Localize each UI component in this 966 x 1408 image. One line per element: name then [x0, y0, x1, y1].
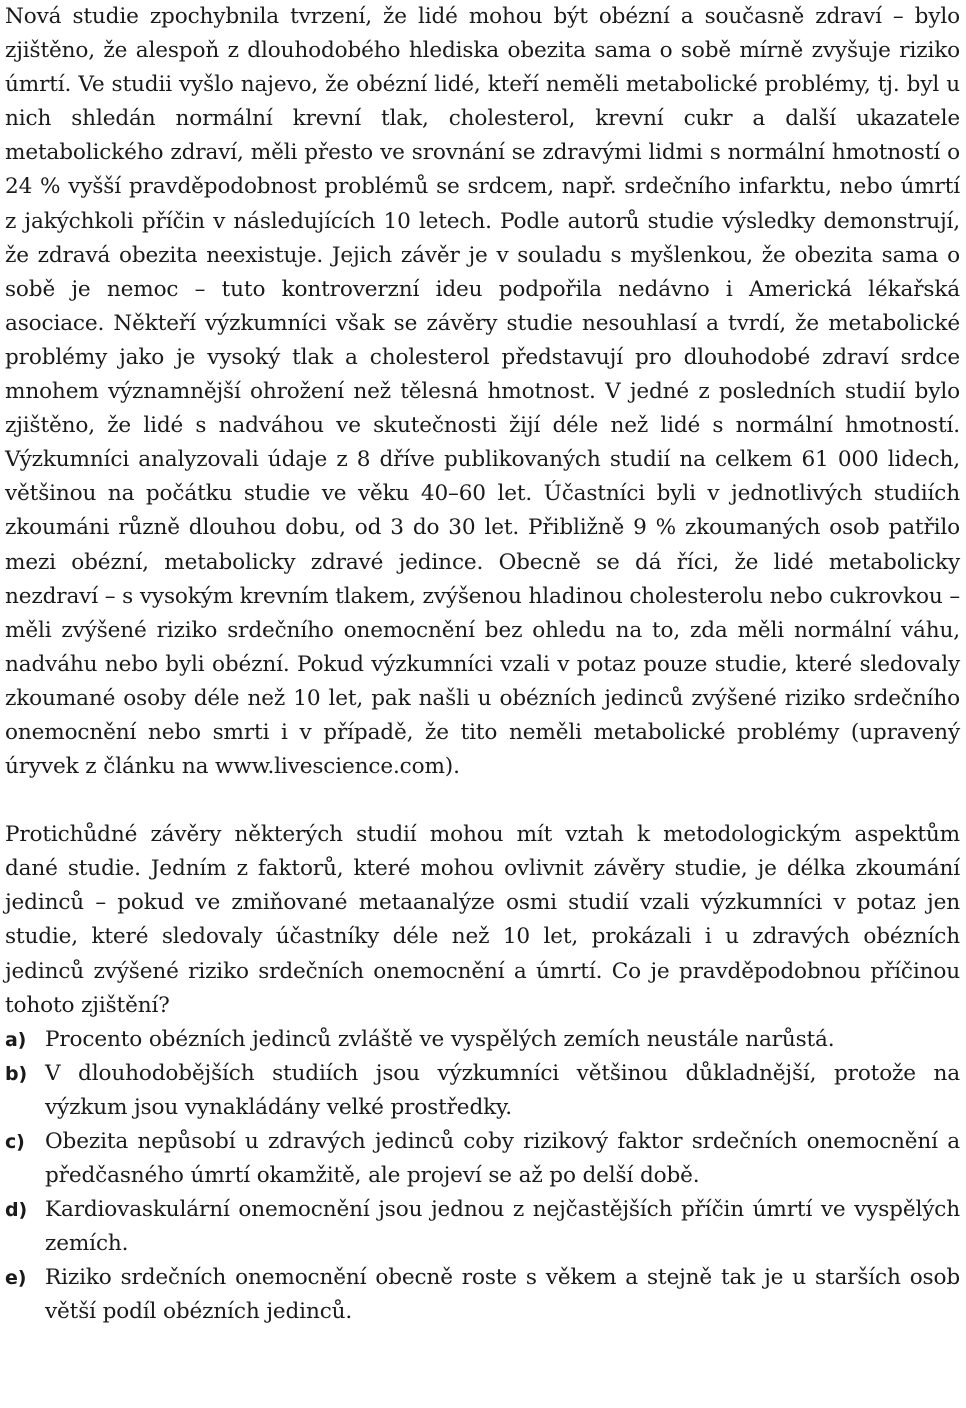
article-paragraph: Nová studie zpochybnila tvrzení, že lidé mohou být obézní a současně zdraví – bylo zjištěno, že alespoň z dlouhodobého hlediska obezita sama o sobě mírně zvyšuje riziko úmrtí. Ve studii vyšlo najevo, že obézní lidé, kteří neměli metabolické problémy, tj. byl u nich shledán normální krevní tlak, cholesterol, krevní cukr a další ukazatele metabolického zdraví, měli přesto ve srovnání se zdravými lidmi s normální hmotností o 24 % vyšší pravděpodobnost problémů se srdcem, např. srdečního infarktu, nebo úmrtí z jakýchkoli příčin v následujících 10 letech. Podle autorů studie výsledky demonstrují, že zdravá obezita neexistuje. Jejich závěr je v souladu s myšlenkou, že obezita sama o sobě je nemoc – tuto kontroverzní ideu podpořila nedávno i Americká lékařská asociace. Někteří výzkumníci však se závěry studie nesouhlasí a tvrdí, že metabolické problémy jako je vysoký tlak a cholesterol představují pro dlouhodobé zdraví srdce mnohem významnější ohrožení než tělesná hmotnost. V jedné z posledních studií bylo zjištěno, že lidé s nadváhou ve skutečnosti žijí déle než lidé s normální hmotností. Výzkumníci analyzovali údaje z 8 dříve publikovaných studií na celkem 61 000 lidech, většinou na počátku studie ve věku 40–60 let. Účastníci byli v jednotlivých studiích zkoumáni různě dlouhou dobu, od 3 do 30 let. Přibližně 9 % zkoumaných osob patřilo mezi obézní, metabolicky zdravé jedince. Obecně se dá říci, že lidé metabolicky nezdraví – s vysokým krevním tlakem, zvýšenou hladinou cholesterolu nebo cukrovkou – měli zvýšené riziko srdečního onemocnění bez ohledu na to, zda měli normální váhu, nadváhu nebo byli obézní. Pokud výzkumníci vzali v potaz pouze studie, které sledovaly zkoumané osoby déle než 10 let, pak našli u obézních jedinců zvýšené riziko srdečního onemocnění nebo smrti i v případě, že tito neměli metabolické problémy (upravený úryvek z článku na www.livescience.com).: [5, 4, 960, 780]
option-letter: b): [5, 1062, 27, 1085]
option-letter: c): [5, 1131, 25, 1153]
option-e[interactable]: [5, 1261, 960, 1329]
option-a[interactable]: [5, 1023, 960, 1057]
answer-options: [5, 1023, 960, 1330]
option-text: Kardiovaskulární onemocnění jsou jednou z nejčastějších příčin úmrtí ve vyspělých zemích.: [45, 1197, 960, 1257]
option-c[interactable]: [5, 1125, 960, 1193]
option-text: Riziko srdečních onemocnění obecně roste s věkem a stejně tak je u starších osob větší podíl obézních jedinců.: [45, 1265, 960, 1325]
option-b[interactable]: [5, 1057, 960, 1125]
option-letter: e): [5, 1267, 27, 1290]
document-page: [5, 0, 960, 1330]
option-letter: a): [5, 1028, 27, 1051]
option-letter: d): [5, 1199, 27, 1222]
option-text: Obezita nepůsobí u zdravých jedinců coby rizikový faktor srdečních onemocnění a předčasného úmrtí okamžitě, ale projeví se až po delší době.: [45, 1129, 960, 1189]
option-text: V dlouhodobějších studiích jsou výzkumníci většinou důkladnější, protože na výzkum jsou vynakládány velké prostředky.: [45, 1060, 960, 1120]
option-text: Procento obézních jedinců zvláště ve vyspělých zemích neustále narůstá.: [45, 1026, 835, 1052]
question-paragraph: Protichůdné závěry některých studií mohou mít vztah k metodologickým aspektům dané studie. Jedním z faktorů, které mohou ovlivnit závěry studie, je délka zkoumání jedinců – pokud ve zmiňované metaanalýze osmi studií vzali výzkumníci v potaz jen studie, které sledovaly účastníky déle než 10 let, prokázali i u zdravých obézních jedinců zvýšené riziko srdečních onemocnění a úmrtí. Co je pravděpodobnou příčinou tohoto zjištění?: [5, 822, 960, 1018]
option-d[interactable]: [5, 1193, 960, 1261]
